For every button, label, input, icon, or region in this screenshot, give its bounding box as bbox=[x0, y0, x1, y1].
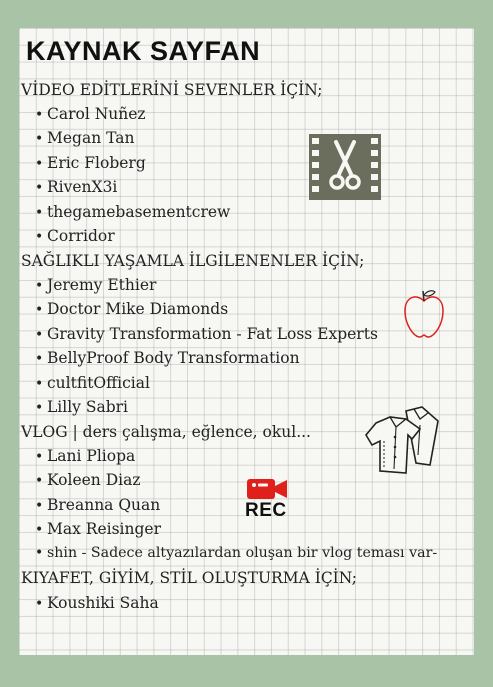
apple-icon bbox=[402, 287, 446, 339]
list-item: • shin - Sadece altyazılardan oluşan bir vlog teması var- bbox=[35, 545, 438, 561]
list-item: • Megan Tan bbox=[35, 129, 135, 147]
list-item: • Koushiki Saha bbox=[35, 594, 159, 612]
list-item: • Koleen Diaz bbox=[35, 471, 141, 489]
list-item: • Carol Nuñez bbox=[35, 105, 146, 123]
rec-label: REC bbox=[245, 500, 287, 521]
list-item: • Corridor bbox=[35, 227, 115, 245]
list-item: • Gravity Transformation - Fat Loss Experts bbox=[35, 325, 378, 343]
list-item: • Doctor Mike Diamonds bbox=[35, 300, 229, 318]
list-item: • Max Reisinger bbox=[35, 520, 161, 538]
list-item: • cultfitOfficial bbox=[35, 374, 150, 392]
section-heading-vlog: VLOG | ders çalışma, eğlence, okul... bbox=[21, 423, 311, 441]
list-item: • Lilly Sabri bbox=[35, 398, 128, 416]
list-item: • thegamebasementcrew bbox=[35, 203, 231, 221]
section-heading-clothing-style: KIYAFET, GİYİM, STİL OLUŞTURMA İÇİN; bbox=[21, 569, 358, 587]
list-item: • BellyProof Body Transformation bbox=[35, 349, 300, 367]
page-title: KAYNAK SAYFAN bbox=[26, 36, 261, 66]
list-item: • Lani Pliopa bbox=[35, 447, 136, 465]
resource-page bbox=[19, 28, 474, 655]
section-heading-video-editing: VİDEO EDİTLERİNİ SEVENLER İÇİN; bbox=[21, 81, 323, 99]
film-scissors-icon bbox=[309, 134, 381, 200]
clothing-icon bbox=[362, 405, 442, 479]
list-item: • Eric Floberg bbox=[35, 154, 146, 172]
list-item: • Jeremy Ethier bbox=[35, 276, 157, 294]
section-heading-healthy-living: SAĞLIKLI YAŞAMLA İLGİLENENLER İÇİN; bbox=[21, 252, 365, 270]
list-item: • Breanna Quan bbox=[35, 496, 161, 514]
list-item: • RivenX3i bbox=[35, 178, 118, 196]
